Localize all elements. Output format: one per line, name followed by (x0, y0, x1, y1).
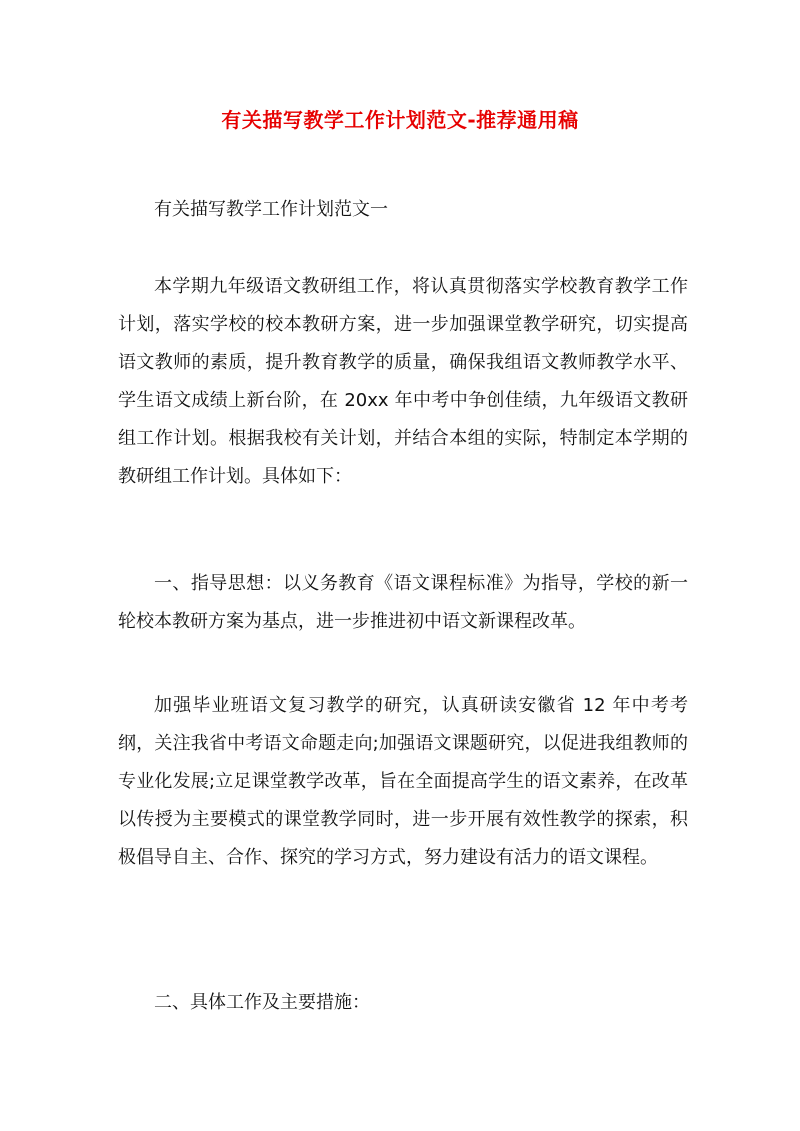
strengthen-teaching-paragraph: 加强毕业班语文复习教学的研究，认真研读安徽省 12 年中考考纲，关注我省中考语文命题走向;加强语文课题研究，以促进我组教师的专业化发展;立足课堂教学改革，旨在全面提高学生的语文素养，在改革以传授为主要模式的课堂教学同时，进一步开展有效性教学的探索，积极倡导自主、合作、探究的学习方式，努力建设有活力的语文课程。 (118, 695, 688, 868)
document-title: 有关描写教学工作计划范文-推荐通用稿 (221, 108, 579, 132)
guiding-ideology-paragraph: 一、指导思想：以义务教育《语文课程标准》为指导，学校的新一轮校本教研方案为基点，进一步推进初中语文新课程改革。 (118, 573, 688, 632)
section-subtitle: 有关描写教学工作计划范文一 (154, 199, 388, 220)
intro-paragraph: 本学期九年级语文教研组工作，将认真贯彻落实学校教育教学工作计划，落实学校的校本教研方案，进一步加强课堂教学研究，切实提高语文教师的素质，提升教育教学的质量，确保我组语文教师教学水平、学生语文成绩上新台阶，在 20xx 年中考中争创佳绩，九年级语文教研组工作计划。根据我校有关计划，并结合本组的实际，特制定本学期的教研组工作计划。具体如下： (118, 276, 688, 487)
section-two-heading: 二、具体工作及主要措施： (154, 992, 370, 1013)
